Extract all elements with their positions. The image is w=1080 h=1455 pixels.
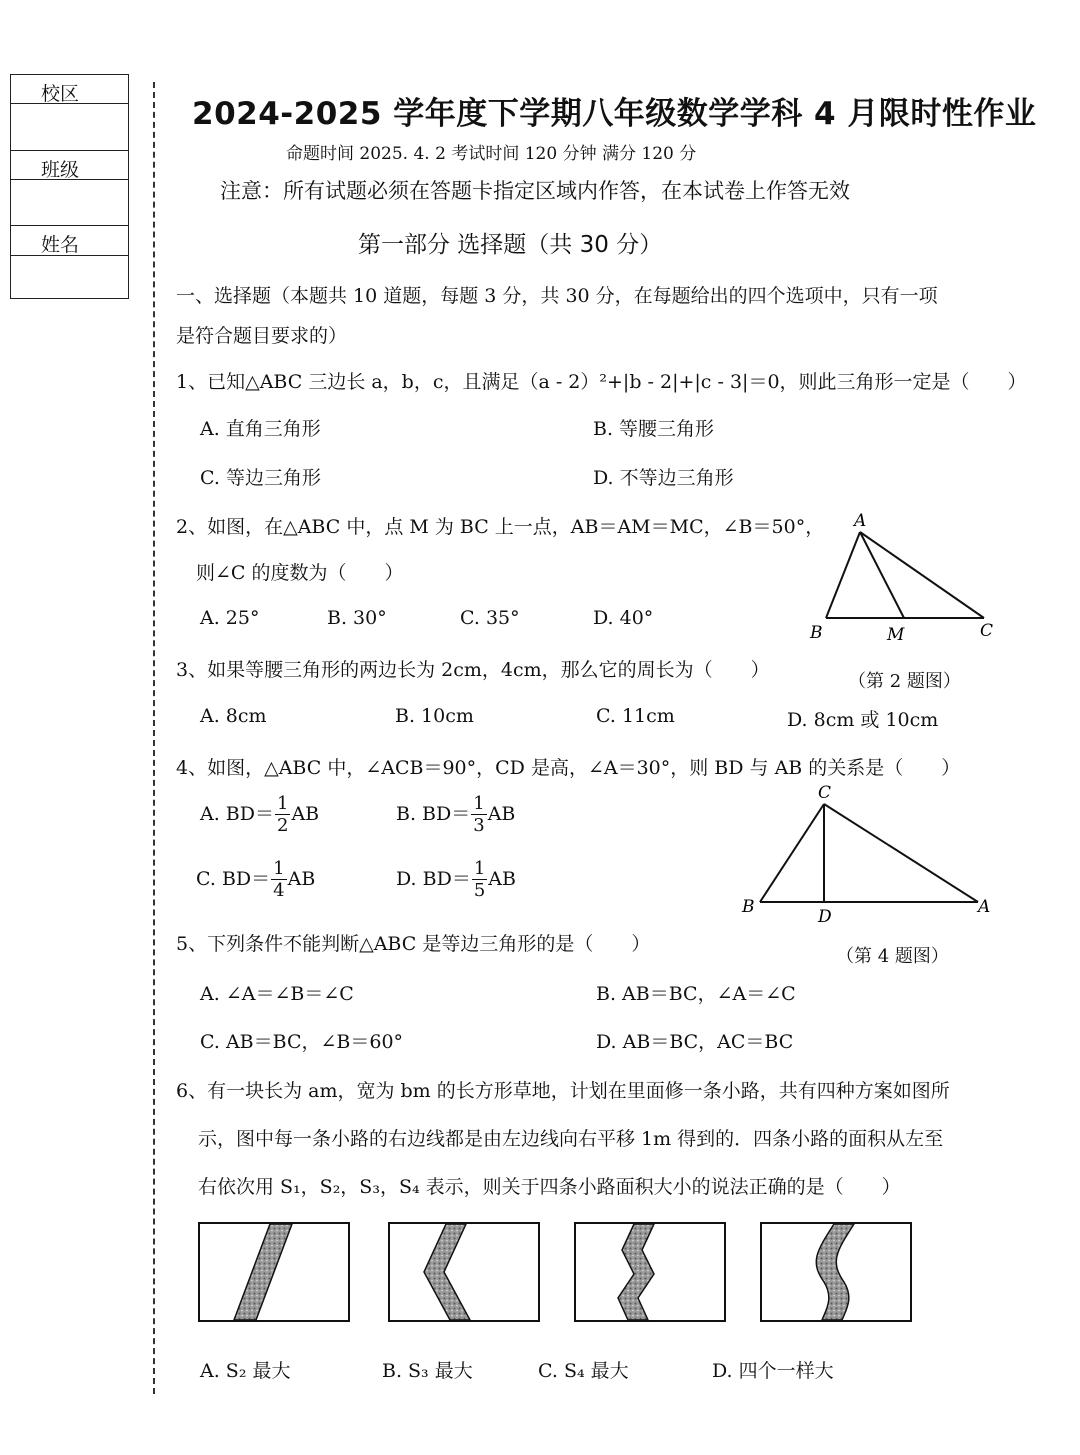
q4-label-d: D [818,907,832,927]
q4-option-b-prefix: B. BD＝ [396,803,471,825]
section-intro-line2: 是符合题目要求的） [176,325,348,347]
q4-triangle-figure [738,780,998,930]
q1-option-c: C. 等边三角形 [200,467,321,489]
q4-option-c-fraction [271,860,286,900]
q2-stem-line1: 2、如图，在△ABC 中，点 M 为 BC 上一点，AB＝AM＝MC，∠B＝50°， [176,516,825,538]
q5-option-d: D. AB＝BC，AC＝BC [596,1031,794,1053]
q4-option-d-suffix: AB [488,868,516,890]
q2-label-c: C [980,621,994,641]
q6-field-2 [389,1223,539,1321]
q4-option-c-suffix: AB [287,868,316,890]
q2-label-m: M [887,625,905,645]
q2-triangle-figure [800,506,1000,646]
q4-option-d-fraction [472,860,487,900]
q4-option-b-den: 3 [473,815,485,836]
name-field-line [11,255,128,256]
q4-label-a: A [978,897,991,917]
q3-option-b: B. 10cm [395,705,474,727]
campus-field-bottom [11,150,128,151]
seal-dashed-line [153,82,155,1394]
q5-option-b: B. AB＝BC，∠A＝∠C [596,983,796,1005]
q6-figure-4 [760,1222,914,1324]
q3-option-a: A. 8cm [200,705,267,727]
q2-side-ab [826,532,860,618]
part-one-title: 第一部分 选择题（共 30 分） [358,232,663,258]
exam-meta: 命题时间 2025. 4. 2 考试时间 120 分钟 满分 120 分 [286,144,697,164]
q2-option-c: C. 35° [460,607,520,629]
q5-option-a: A. ∠A＝∠B＝∠C [200,983,354,1005]
q4-option-a-suffix: AB [291,803,320,825]
q2-figure-caption: （第 2 题图） [848,671,961,692]
q1-option-d: D. 不等边三角形 [593,467,734,489]
q6-figure-2 [388,1222,542,1324]
q2-label-a: A [854,511,867,531]
q1-stem: 1、已知△ABC 三边长 a，b，c，且满足（a - 2）²+|b - 2|+|c - 3|＝0，则此三角形一定是（ ） [176,371,1027,393]
q4-option-c-num: 1 [273,858,285,879]
notice-text: 注意：所有试题必须在答题卡指定区域内作答，在本试卷上作答无效 [220,179,850,203]
class-field-bottom [11,225,128,226]
q6-option-b: B. S₃ 最大 [382,1360,473,1382]
q6-stem-line2: 示，图中每一条小路的右边线都是由左边线向右平移 1m 得到的．四条小路的面积从左至 [198,1128,944,1150]
q4-stem: 4、如图，△ABC 中，∠ACB＝90°，CD 是高，∠A＝30°，则 BD 与 AB 的关系是（ ） [176,757,961,779]
q2-label-b: B [810,623,823,643]
q6-stem-line1: 6、有一块长为 am，宽为 bm 的长方形草地，计划在里面修一条小路，共有四种方案如图所 [176,1080,950,1102]
campus-label: 校区 [41,83,80,105]
class-field-line [11,179,128,180]
q4-figure-caption: （第 4 题图） [836,946,949,967]
q4-option-d-prefix: D. BD＝ [396,868,471,890]
q3-option-d: D. 8cm 或 10cm [787,709,939,731]
campus-field-line [11,103,128,104]
q4-option-d [396,860,516,900]
page-title: 2024-2025 学年度下学期八年级数学学科 4 月限时性作业 [192,96,1037,132]
q4-option-b-num: 1 [473,793,485,814]
q4-side-ca [824,804,978,902]
q6-option-a: A. S₂ 最大 [200,1360,291,1382]
q4-option-b-suffix: AB [487,803,516,825]
q4-label-c: C [818,783,832,803]
q2-option-d: D. 40° [593,607,654,629]
q4-option-d-num: 1 [473,858,486,879]
q4-side-cb [760,804,824,902]
q4-option-a-prefix: A. BD＝ [200,803,274,825]
q6-figure-3 [574,1222,728,1324]
q4-label-b: B [742,897,755,917]
class-label: 班级 [41,159,80,181]
q4-option-a-fraction [275,795,290,835]
q4-option-d-den: 5 [473,880,486,901]
q2-option-b: B. 30° [327,607,387,629]
q2-side-am [860,532,904,618]
q5-option-c: C. AB＝BC，∠B＝60° [200,1031,404,1053]
q2-option-a: A. 25° [200,607,260,629]
q6-option-d: D. 四个一样大 [712,1360,834,1382]
q4-option-c-den: 4 [273,880,285,901]
q1-option-b: B. 等腰三角形 [593,418,715,440]
q4-option-a [200,795,319,835]
q6-option-c: C. S₄ 最大 [538,1360,629,1382]
q3-stem: 3、如果等腰三角形的两边长为 2cm，4cm，那么它的周长为（ ） [176,659,770,681]
q4-option-a-num: 1 [277,793,289,814]
q4-option-b [396,795,515,835]
q4-option-c-prefix: C. BD＝ [196,868,271,890]
q6-stem-line3: 右依次用 S₁，S₂，S₃，S₄ 表示，则关于四条小路面积大小的说法正确的是（ ） [198,1176,901,1198]
q4-option-b-fraction [471,795,486,835]
section-intro-line1: 一、选择题（本题共 10 道题，每题 3 分，共 30 分，在每题给出的四个选项中，只有一项 [176,285,938,307]
q1-option-a: A. 直角三角形 [200,418,321,440]
q5-stem: 5、下列条件不能判断△ABC 是等边三角形的是（ ） [176,933,651,955]
q6-figure-1 [198,1222,352,1324]
binding-box [10,74,129,299]
q2-stem-line2: 则∠C 的度数为（ ） [196,562,404,584]
q4-option-c [196,860,315,900]
q3-option-c: C. 11cm [596,705,675,727]
q4-option-a-den: 2 [277,815,289,836]
name-label: 姓名 [41,234,80,256]
q2-side-ac [860,532,984,618]
